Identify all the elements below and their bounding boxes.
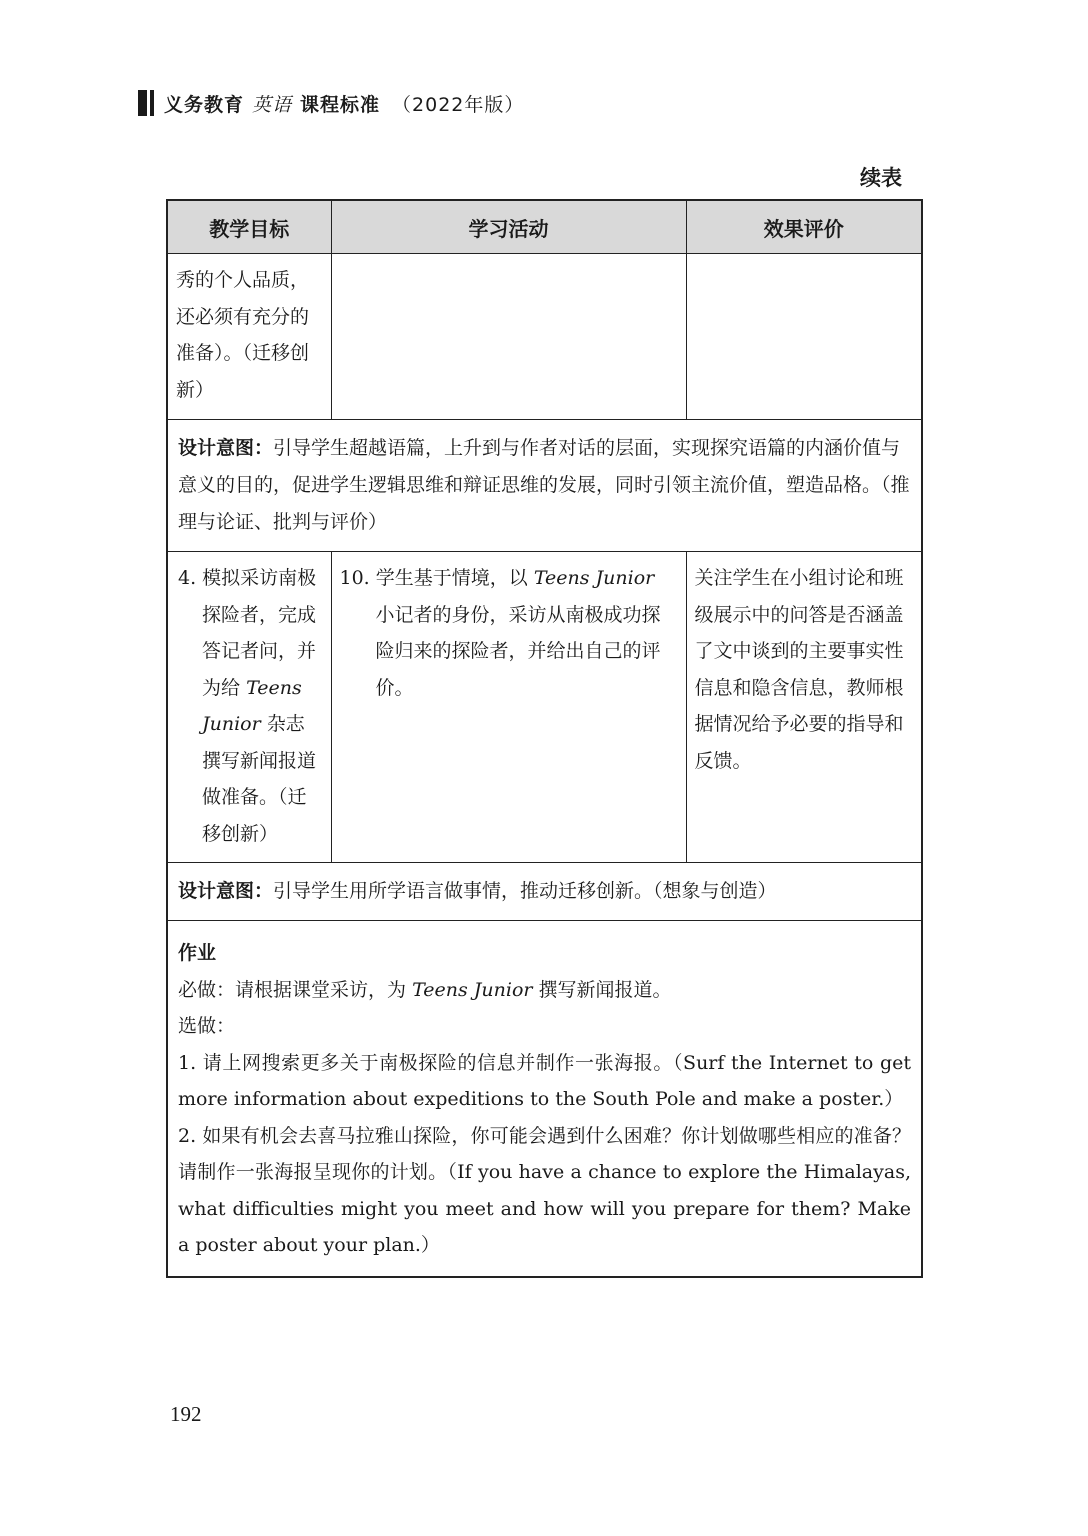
magazine-name: Teens Junior [412, 978, 533, 1001]
homework-required [178, 972, 911, 1009]
header-title-a: 义务教育 [164, 93, 245, 116]
activity-text-pre: 10. 学生基于情境，以 [339, 567, 528, 589]
evaluation-cell: 关注学生在小组讨论和班级展示中的问答是否涵盖了文中谈到的主要事实性信息和隐含信息，教师根据情况给予必要的指导和反馈。 [686, 552, 922, 863]
design-intent-row [167, 863, 922, 921]
activity-cell [331, 254, 686, 420]
homework-cell [167, 921, 922, 1277]
header-title-b: 课程标准 [300, 93, 381, 116]
magazine-name: Teens Junior [202, 676, 302, 735]
goal-text-pre: 4. 模拟采访南极探险者，完成答记者问，并为给 [178, 567, 317, 699]
homework-optional-label: 选做： [178, 1015, 236, 1037]
table-row [167, 552, 922, 863]
continued-table-label: 续表 [860, 166, 902, 190]
header-bar-thick [138, 90, 147, 116]
header-title [164, 90, 524, 117]
header-subject: 英语 [252, 93, 293, 116]
homework-required-pre: 必做：请根据课堂采访，为 [178, 978, 407, 1001]
design-intent-row [167, 420, 922, 552]
activity-text-post: 小记者的身份，采访从南极成功探险归来的探险者，并给出自己的评价。 [375, 603, 661, 699]
design-intent-text: 引导学生用所学语言做事情，推动迁移创新。（想象与创造） [273, 880, 777, 902]
header-bars-icon [138, 90, 154, 116]
design-intent-cell [167, 863, 922, 921]
header-learning-activity: 学习活动 [331, 200, 686, 254]
magazine-name: Teens Junior [533, 567, 655, 589]
goal-cell: 秀的个人品质，还必须有充分的准备）。（迁移创新） [167, 254, 331, 420]
page-number: 192 [170, 1402, 202, 1426]
design-intent-text: 引导学生超越语篇，上升到与作者对话的层面，实现探究语篇的内涵价值与意义的目的，促进学生逻辑思维和辩证思维的发展，同时引领主流价值，塑造品格。（推理与论证、批判与评价） [178, 437, 910, 533]
goal-text-post: 杂志撰写新闻报道做准备。（迁移创新） [202, 713, 317, 845]
table-row [167, 254, 922, 420]
header-evaluation: 效果评价 [686, 200, 922, 254]
header-edition: （2022年版） [392, 93, 525, 116]
design-intent-cell [167, 420, 922, 552]
homework-required-post: 撰写新闻报道。 [538, 978, 672, 1001]
activity-cell [331, 552, 686, 863]
evaluation-cell [686, 254, 922, 420]
design-intent-label: 设计意图： [178, 437, 274, 459]
header-teaching-goal: 教学目标 [167, 200, 331, 254]
goal-cell [167, 552, 331, 863]
homework-row [167, 921, 922, 1277]
homework-item-1: 1. 请上网搜索更多关于南极探险的信息并制作一张海报。（Surf the Internet to get more information about expeditions to the South Pole and make a poster.） [178, 1051, 911, 1110]
lesson-plan-table [166, 199, 923, 1278]
homework-item-2: 2. 如果有机会去喜马拉雅山探险，你可能会遇到什么困难？你计划做哪些相应的准备？请制作一张海报呈现你的计划。（If you have a chance to explore the Himalayas, what difficulties might you meet and how will you prepare for them? Make a poster about your plan.） [178, 1124, 911, 1256]
table-header-row [167, 200, 922, 254]
running-header [138, 88, 524, 118]
header-bar-thin [150, 90, 154, 116]
homework-title: 作业 [178, 942, 217, 964]
design-intent-label: 设计意图： [178, 880, 274, 902]
